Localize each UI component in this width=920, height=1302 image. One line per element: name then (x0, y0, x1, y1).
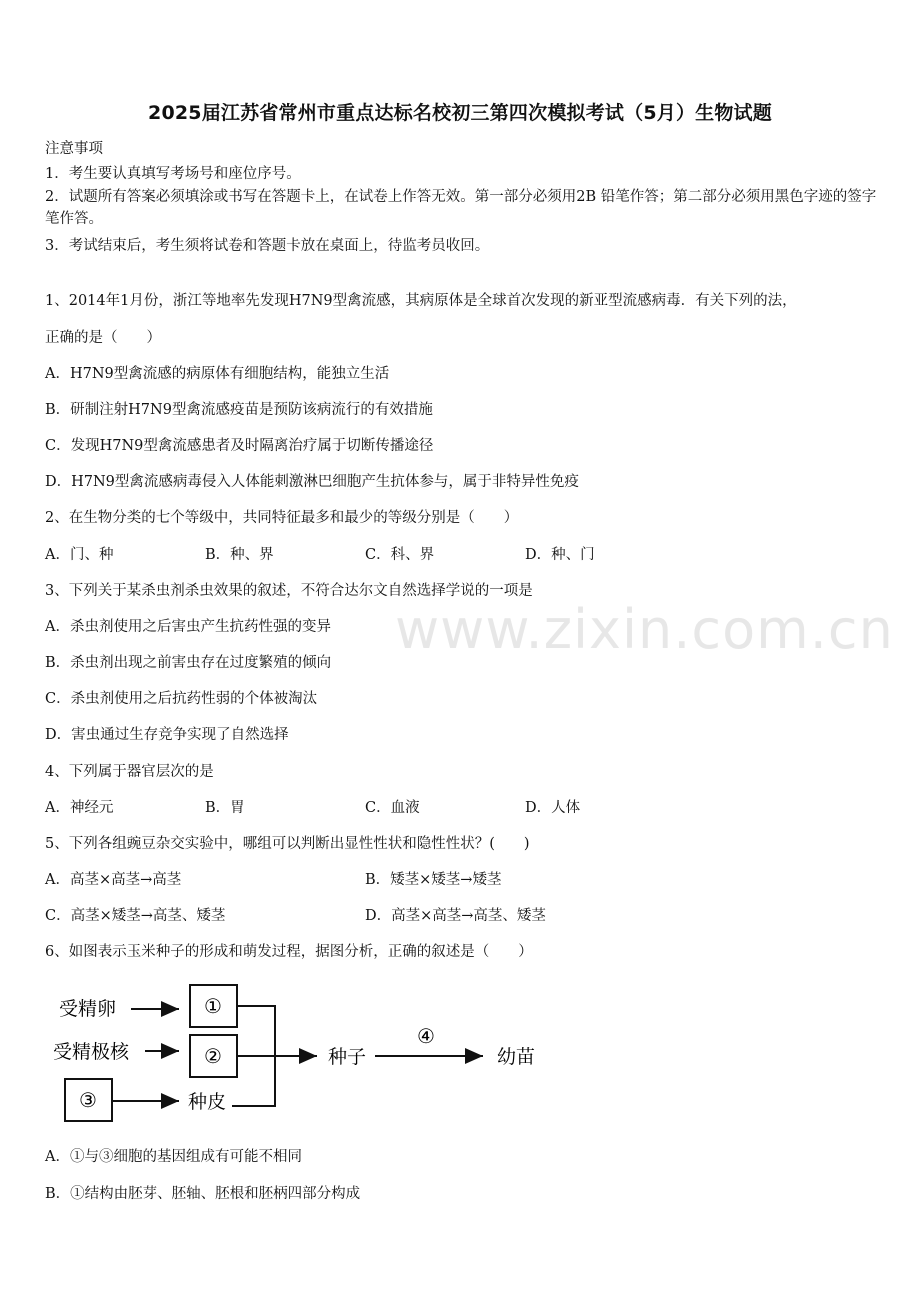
answer-option: A．高茎×高茎→高茎 (45, 872, 182, 888)
answer-option: C．发现H7N9型禽流感患者及时隔离治疗属于切断传播途径 (45, 438, 434, 454)
notice-item: 1．考生要认真填写考场号和座位序号。 (45, 166, 301, 182)
answer-option: A．神经元 (45, 800, 114, 816)
notice-item: 3．考试结束后，考生须将试卷和答题卡放在桌面上，待监考员收回。 (45, 238, 490, 254)
answer-option: B．杀虫剂出现之前害虫存在过度繁殖的倾向 (45, 655, 332, 671)
watermark: www.zixin.com.cn (395, 598, 894, 661)
question-stem: 3、下列关于某杀虫剂杀虫效果的叙述，不符合达尔文自然选择学说的一项是 (45, 583, 533, 599)
answer-option: B．①结构由胚芽、胚轴、胚根和胚柄四部分构成 (45, 1186, 361, 1202)
label-step-4: ④ (417, 1024, 435, 1048)
seed-formation-diagram (45, 975, 565, 1125)
answer-option: A．杀虫剂使用之后害虫产生抗药性强的变异 (45, 619, 331, 635)
box-3-label: ③ (79, 1088, 97, 1112)
box-2-label: ② (204, 1044, 222, 1068)
answer-option: B．胃 (205, 800, 245, 816)
answer-option: C．高茎×矮茎→高茎、矮茎 (45, 908, 226, 924)
answer-option: D．H7N9型禽流感病毒侵入人体能刺激淋巴细胞产生抗体参与，属于非特异性免疫 (45, 474, 579, 490)
label-seed: 种子 (328, 1046, 367, 1068)
answer-option: B．矮茎×矮茎→矮茎 (365, 872, 502, 888)
answer-option: C．杀虫剂使用之后抗药性弱的个体被淘汰 (45, 691, 318, 707)
question-stem: 2、在生物分类的七个等级中，共同特征最多和最少的等级分别是（ ） (45, 510, 519, 526)
answer-option: D．害虫通过生存竞争实现了自然选择 (45, 727, 289, 743)
answer-option: A．门、种 (45, 547, 114, 563)
answer-option: A．H7N9型禽流感的病原体有细胞结构，能独立生活 (45, 366, 390, 382)
answer-option: C．血液 (365, 800, 420, 816)
answer-option: B．研制注射H7N9型禽流感疫苗是预防该病流行的有效措施 (45, 402, 433, 418)
question-stem: 5、下列各组豌豆杂交实验中，哪组可以判断出显性性状和隐性性状？( ) (45, 836, 530, 852)
answer-option: D．高茎×高茎→高茎、矮茎 (365, 908, 546, 924)
answer-option: D．人体 (525, 800, 581, 816)
notice-heading: 注意事项 (45, 141, 103, 157)
answer-option: C．科、界 (365, 547, 435, 563)
label-fertilized-egg: 受精卵 (59, 998, 117, 1020)
box-1-label: ① (204, 994, 222, 1018)
label-fertilized-polar-nucleus: 受精极核 (53, 1041, 130, 1063)
notice-item: 2．试题所有答案必须填涂或书写在答题卡上，在试卷上作答无效。第一部分必须用2B 铅笔作答；第二部分必须用黑色字迹的签字笔作答。 (45, 189, 877, 227)
answer-option: D．种、门 (525, 547, 595, 563)
label-seedling: 幼苗 (497, 1046, 536, 1068)
question-stem: 6、如图表示玉米种子的形成和萌发过程，据图分析，正确的叙述是（ ） (45, 944, 533, 960)
answer-option: B．种、界 (205, 547, 274, 563)
answer-option: A．①与③细胞的基因组成有可能不相同 (45, 1149, 302, 1165)
page-title: 2025届江苏省常州市重点达标名校初三第四次模拟考试（5月）生物试题 (148, 102, 772, 124)
question-stem-continued: 正确的是（ ） (45, 330, 161, 346)
question-stem: 1、2014年1月份，浙江等地率先发现H7N9型禽流感，其病原体是全球首次发现的新亚型流感病毒．有关下列的法， (45, 293, 797, 309)
question-stem: 4、下列属于器官层次的是 (45, 764, 214, 780)
label-seed-coat: 种皮 (188, 1091, 227, 1113)
